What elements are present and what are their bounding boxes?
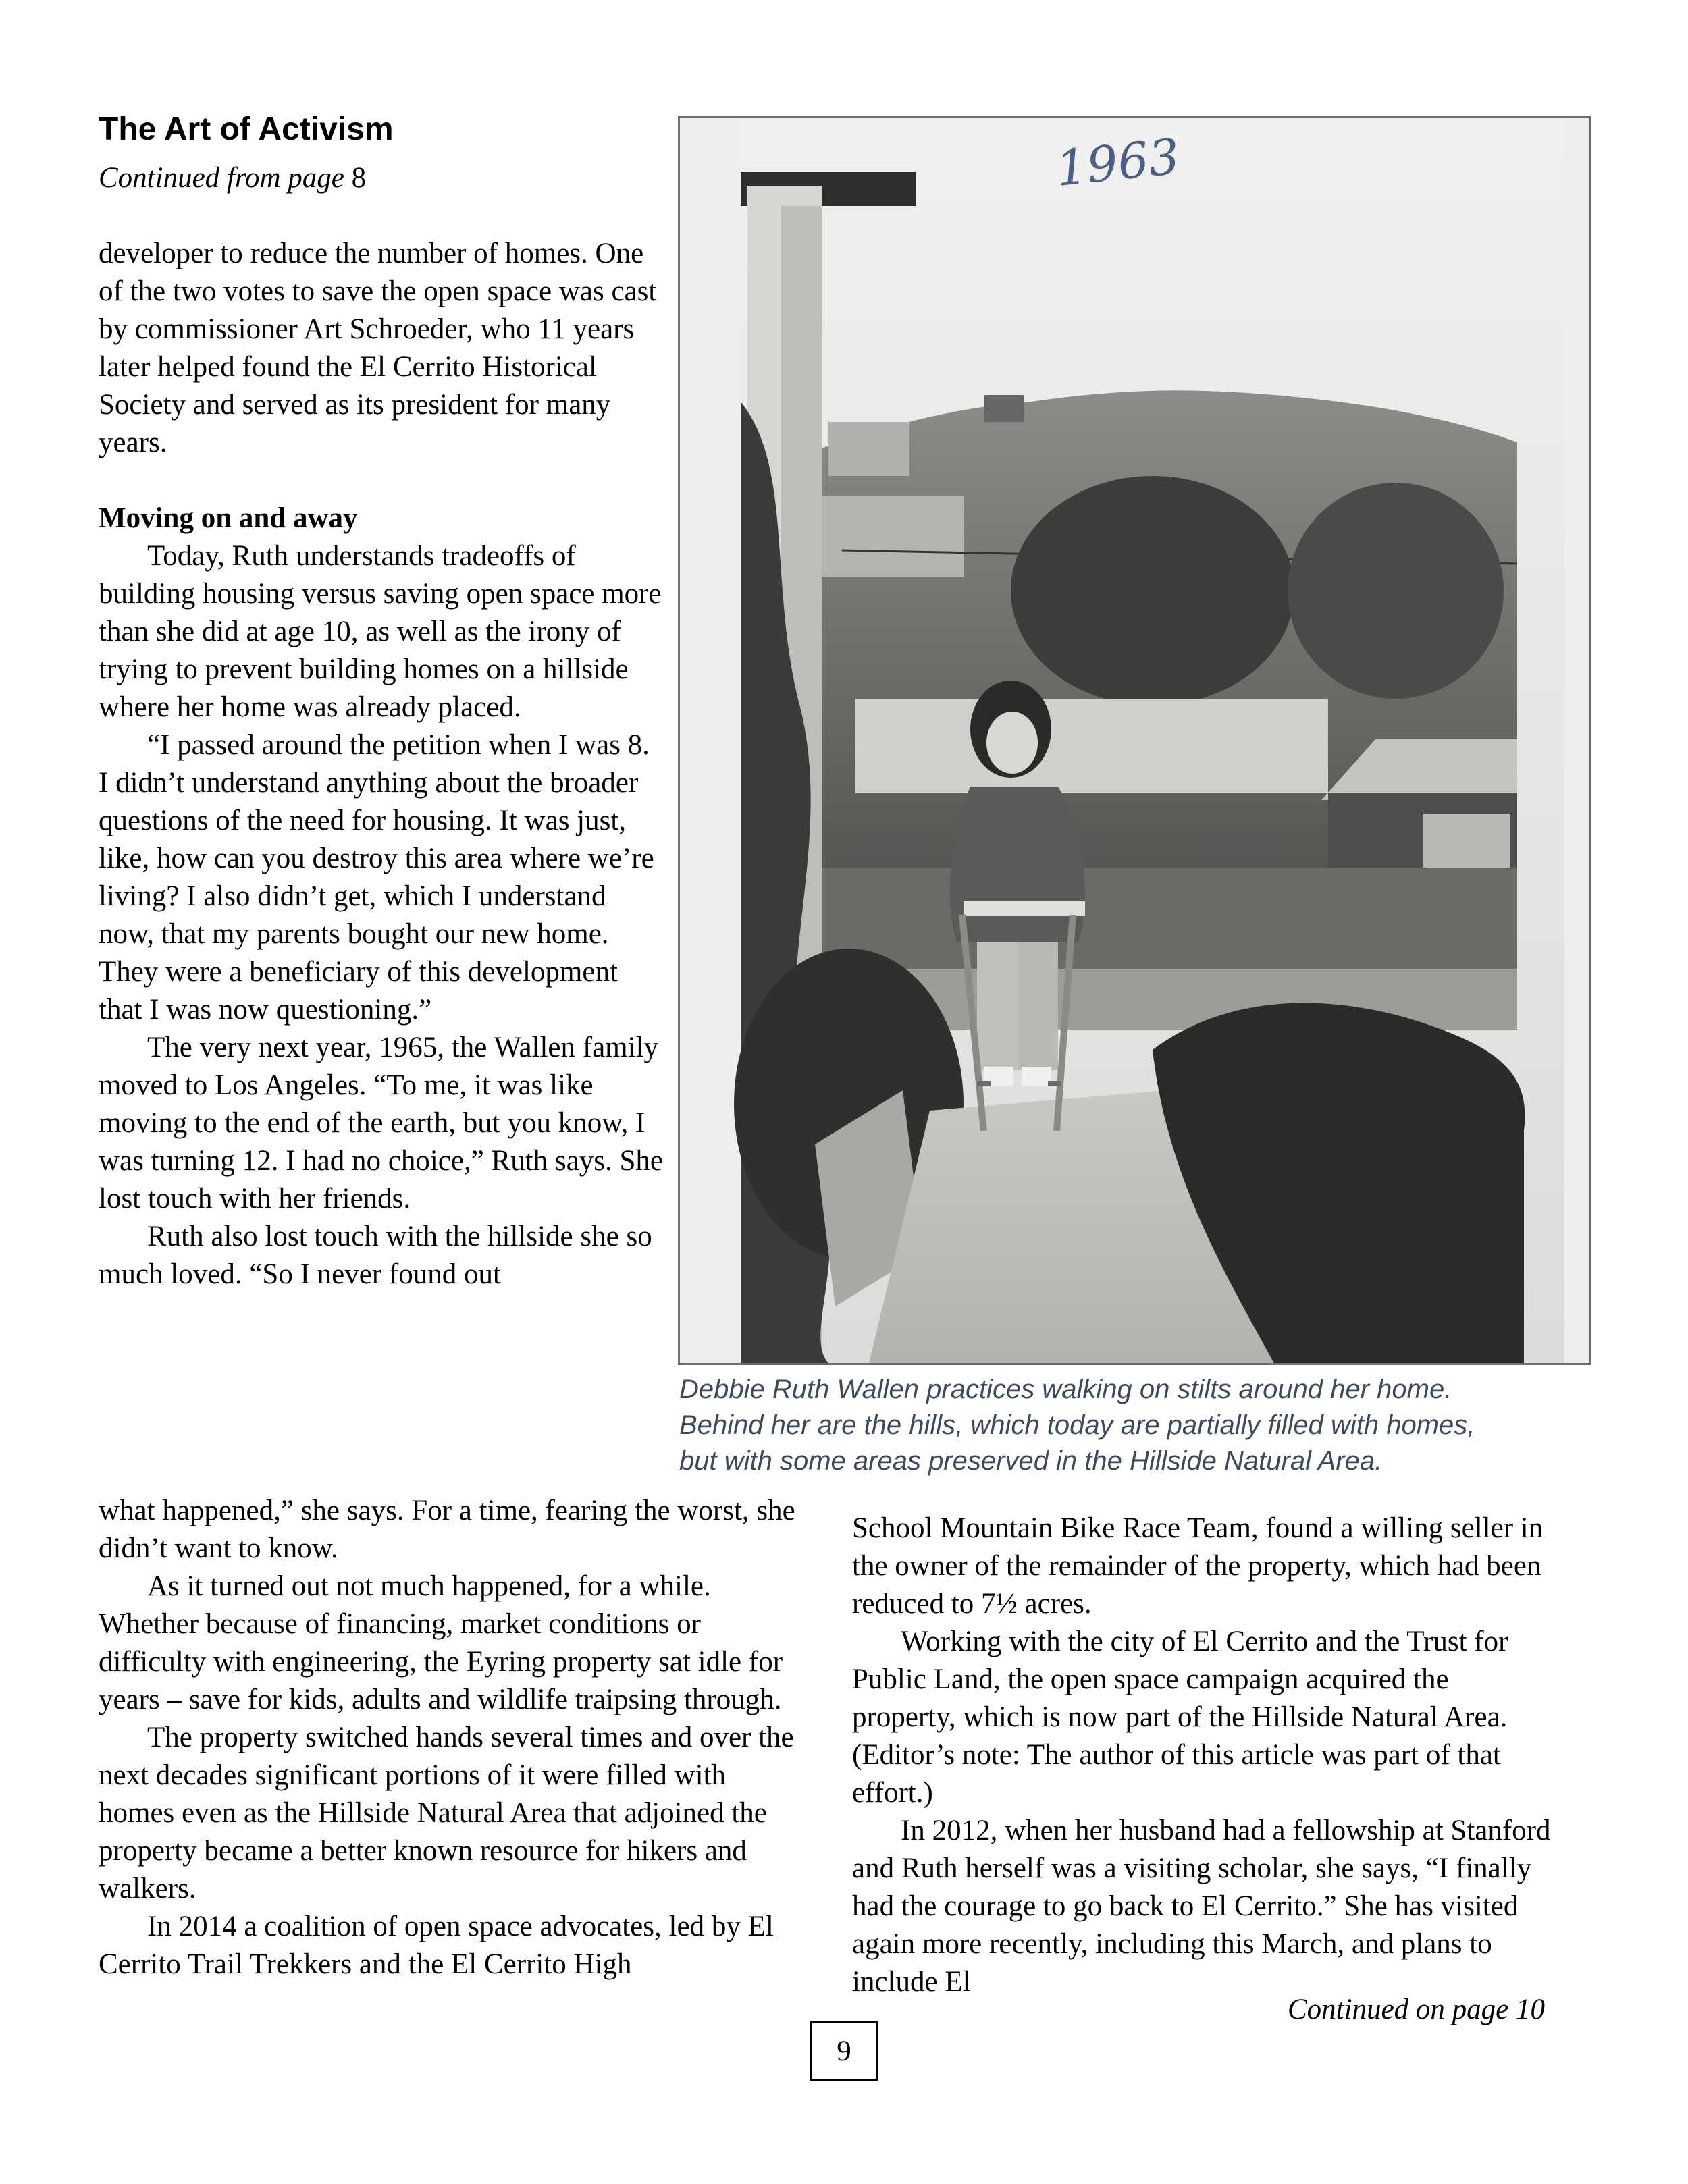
continued-from-note [99,161,366,196]
body-paragraph: In 2014 a coalition of open space advocates, led by El Cerrito Trail Trekkers and the El Cerrito High [99,1911,774,1980]
body-paragraph: The very next year, 1965, the Wallen family moved to Los Angeles. “To me, it was like moving to the end of the earth, but you know, I was turning 12. I had no choice,” Ruth says. She lost touch with her friends. [99,1032,663,1215]
caption-line: but with some areas preserved in the Hillside Natural Area. [679,1446,1383,1476]
left-column-top [99,235,666,1294]
continued-on-note: Continued on page 10 [1288,1994,1545,2025]
body-paragraph-continuation: what happened,” she says. For a time, fearing the worst, she didn’t want to know. [99,1495,795,1564]
photo-illustration [680,118,1589,1363]
continued-from-page: 8 [351,162,367,194]
photo-caption [679,1372,1625,1479]
left-column-bottom [99,1492,801,1983]
body-paragraph: The property switched hands several times and over the next decades significant portions of it were filled with homes even as the Hillside Natural Area that adjoined the property became a better known resource for hikers and walkers. [99,1722,794,1905]
photo-girl-on-stilts [678,116,1591,1365]
caption-line: Debbie Ruth Wallen practices walking on stilts around her home. [679,1375,1452,1404]
article-title: The Art of Activism [99,111,394,147]
body-paragraph: Working with the city of El Cerrito and the Trust for Public Land, the open space campaign acquired the property, which is now part of the Hillside Natural Area. (Editor’s note: The author of this article was part of that effort.) [852,1626,1508,1809]
handwritten-year: 1963 [1053,128,1183,197]
section-heading: Moving on and away [99,502,358,534]
body-paragraph: developer to reduce the number of homes. One of the two votes to save the open space was cast by commissioner Art Schroeder, who 11 years later helped found the El Cerrito Historical Society and served as its president for many years. [99,238,657,458]
right-column [852,1510,1554,2001]
page-number: 9 [810,2021,878,2081]
body-paragraph: In 2012, when her husband had a fellowship at Stanford and Ruth herself was a visiting scholar, she says, “I finally had the courage to go back to El Cerrito.” She has visited again more recently, including this March, and plans to include El [852,1815,1551,1998]
body-paragraph: Ruth also lost touch with the hillside she so much loved. “So I never found out [99,1221,652,1290]
body-paragraph: “I passed around the petition when I was 8. I didn’t understand anything about the broader questions of the need for housing. It was just, like, how can you destroy this area where we’re living? I also didn’t get, which I understand now, that my parents bought our new home. They were a beneficiary of this development that I was now questioning.” [99,729,654,1026]
caption-line: Behind her are the hills, which today are partially filled with homes, [679,1410,1475,1440]
body-paragraph: As it turned out not much happened, for a while. Whether because of financing, market conditions or difficulty with engineering, the Eyring property sat idle for years – save for kids, adults and wildlife traipsing through. [99,1570,783,1715]
continued-from-label: Continued from page [99,162,344,194]
body-paragraph: Today, Ruth understands tradeoffs of building housing versus saving open space more than she did at age 10, as well as the irony of trying to prevent building homes on a hillside where her home was already placed. [99,540,662,723]
body-paragraph-continuation: School Mountain Bike Race Team, found a willing seller in the owner of the remainder of the property, which had been reduced to 7½ acres. [852,1512,1544,1620]
